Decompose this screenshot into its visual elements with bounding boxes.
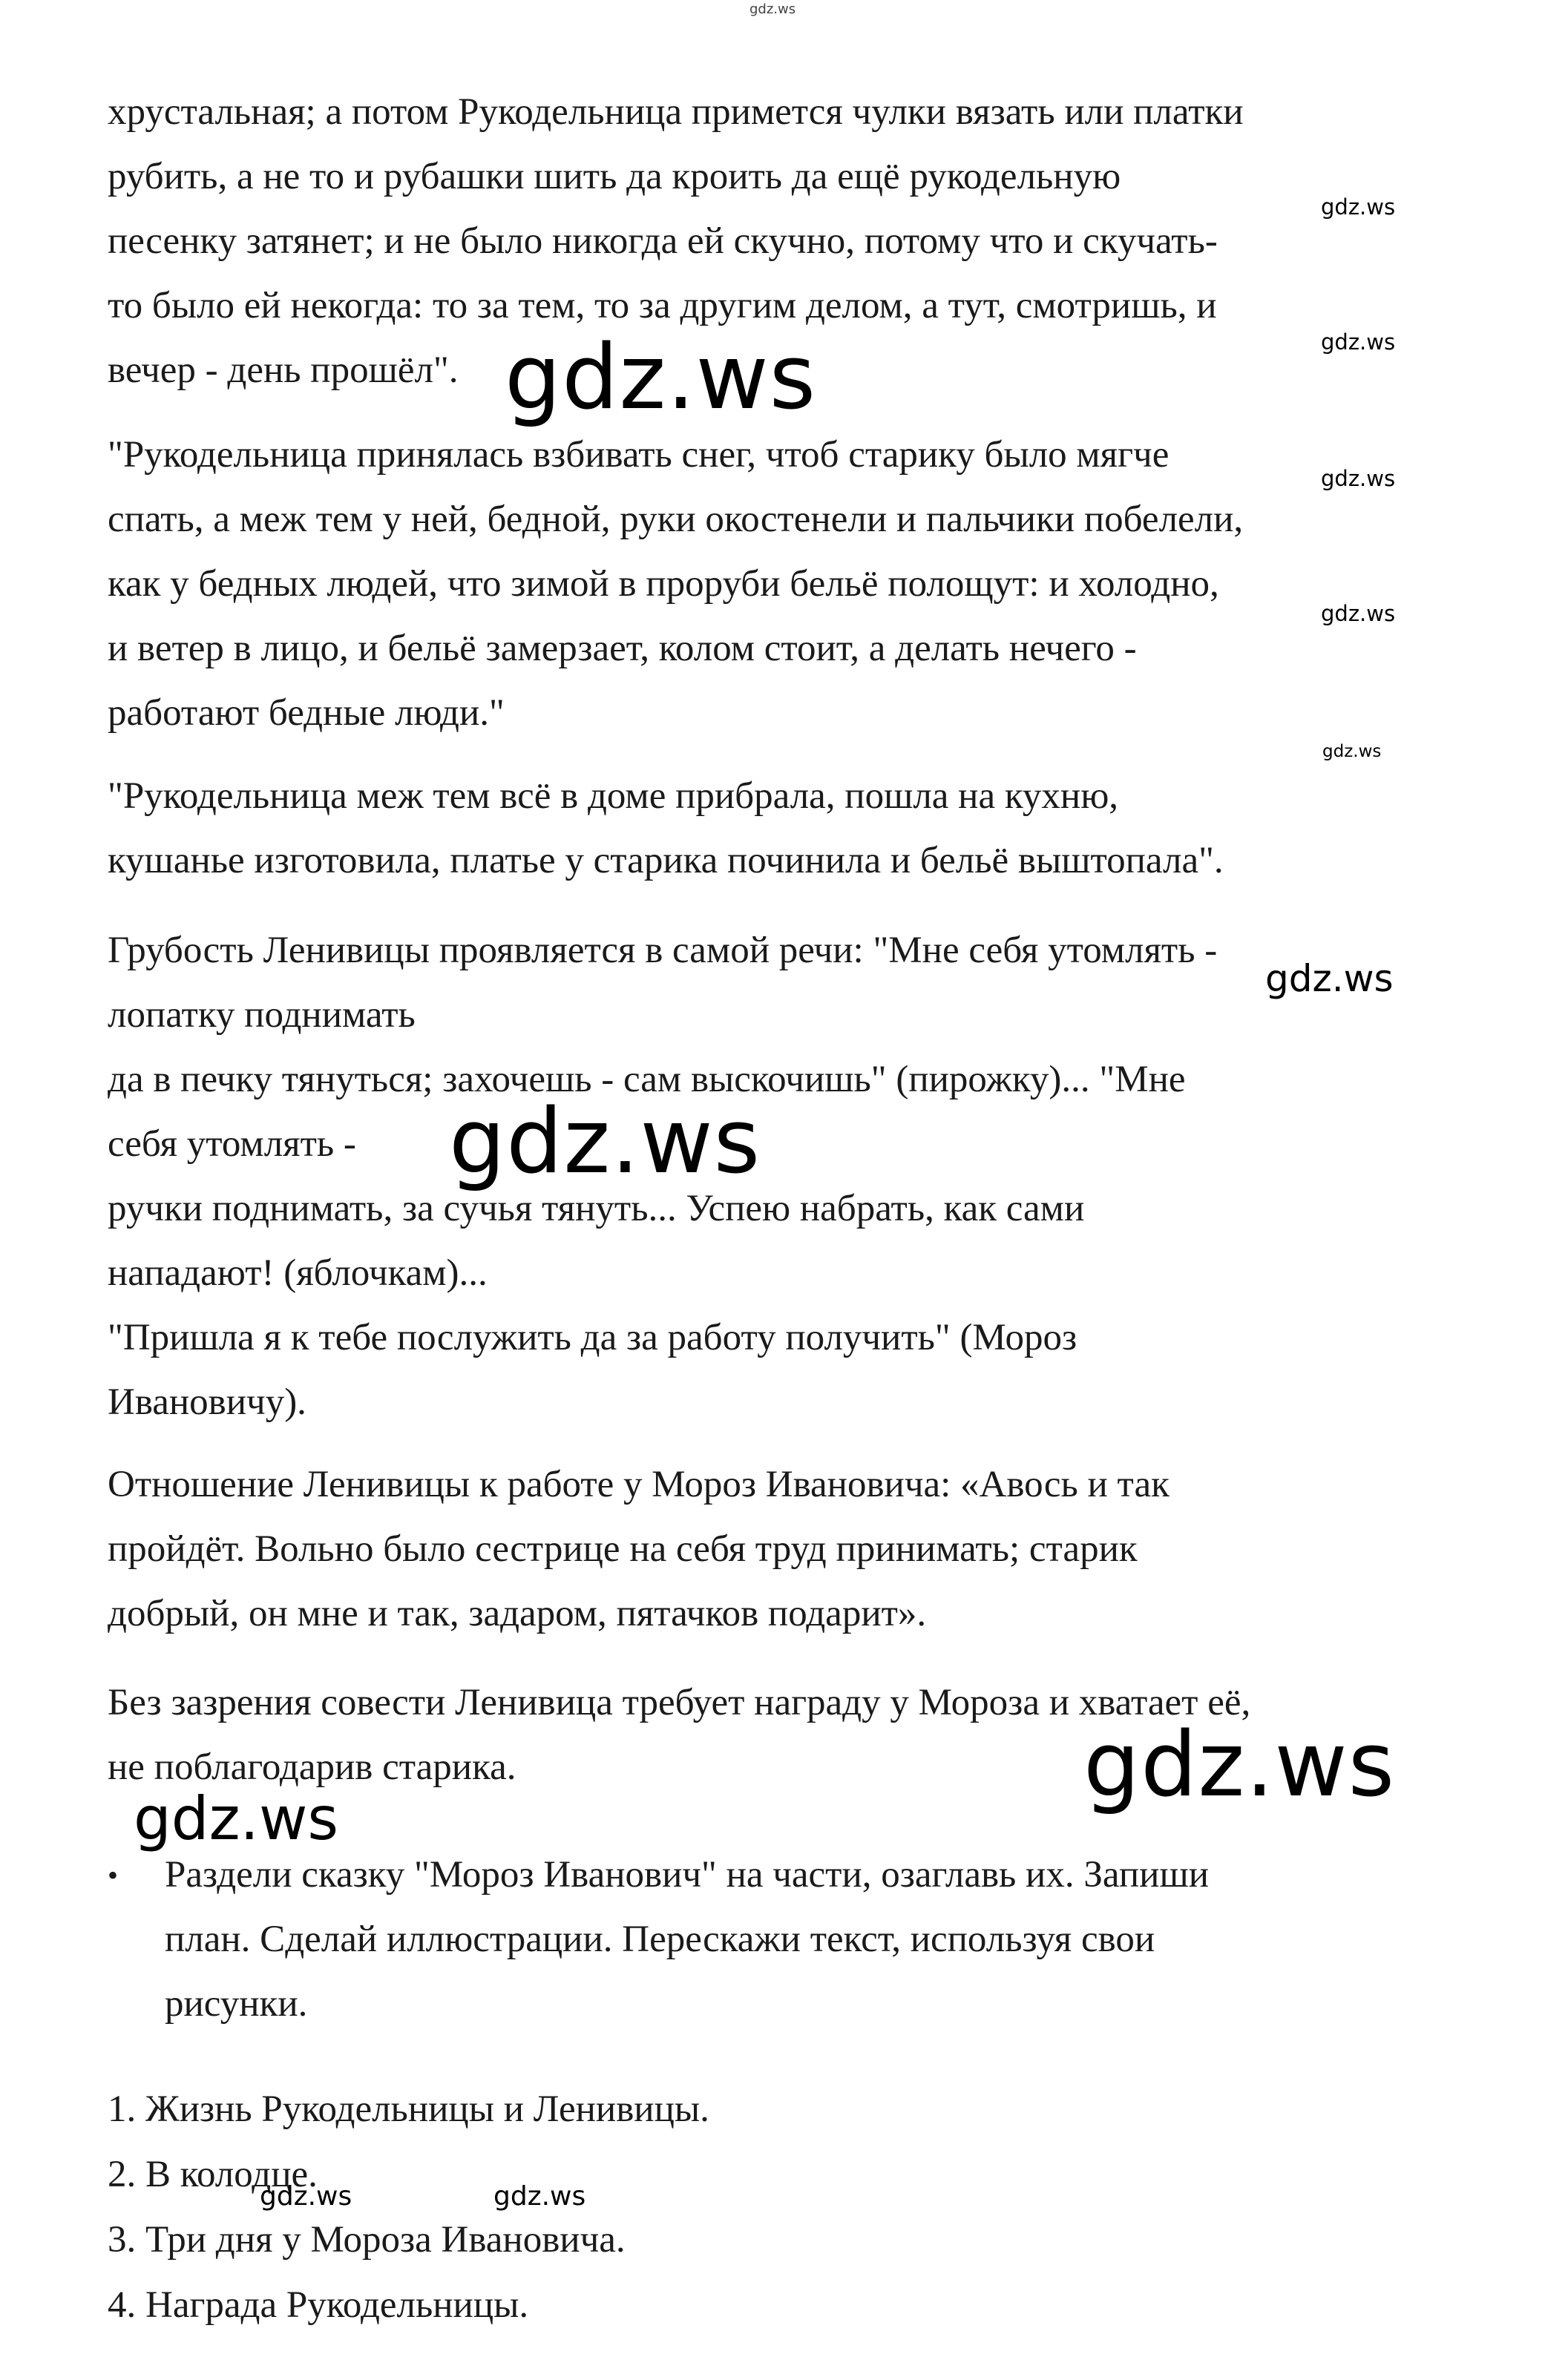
plan-item-2: 2. В колодце.	[108, 2154, 318, 2195]
bullet-dot: •	[108, 1858, 119, 1892]
text-line: Грубость Ленивицы проявляется в самой речи: "Мне себя утомлять -	[108, 930, 1218, 971]
watermark-small: gdz.ws	[1321, 329, 1396, 355]
text-line: хрустальная; а потом Рукодельница примется чулки вязать или платки	[108, 91, 1244, 133]
watermark-small: gdz.ws	[1321, 466, 1396, 491]
text-line: песенку затянет; и не было никогда ей скучно, потому что и скучать-	[108, 220, 1218, 262]
text-line: рубить, а не то и рубашки шить да кроить да ещё рукодельную	[108, 156, 1121, 197]
watermark-large: gdz.ws	[449, 1091, 761, 1194]
watermark-small: gdz.ws	[260, 2181, 352, 2212]
text-line: себя утомлять -	[108, 1123, 356, 1165]
text-line: работают бедные люди."	[108, 692, 505, 734]
text-line: "Рукодельница меж тем всё в доме прибрала, пошла на кухню,	[108, 775, 1119, 817]
watermark-medium: gdz.ws	[1265, 957, 1394, 1000]
text-line: "Пришла я к тебе послужить да за работу получить" (Мороз	[108, 1317, 1077, 1358]
text-line: Отношение Ленивицы к работе у Мороз Ивановича: «Авось и так	[108, 1464, 1170, 1505]
text-line: Ивановичу).	[108, 1381, 306, 1423]
watermark-top: gdz.ws	[749, 1, 796, 17]
text-line: кушанье изготовила, платье у старика починила и бельё выштопала".	[108, 840, 1224, 881]
text-line: пройдёт. Вольно было сестрице на себя труд принимать; старик	[108, 1528, 1138, 1570]
watermark-large: gdz.ws	[505, 326, 817, 430]
text-line: вечер - день прошёл".	[108, 349, 459, 391]
watermark-small: gdz.ws	[1322, 742, 1382, 761]
paragraph-5	[108, 1453, 1443, 1646]
paragraph-3	[108, 764, 1443, 893]
text-line: лопатку поднимать	[108, 994, 416, 1036]
text-line: то было ей некогда: то за тем, то за другим делом, а тут, смотришь, и	[108, 285, 1217, 326]
text-line: добрый, он мне и так, задаром, пятачков подарит».	[108, 1593, 927, 1634]
plan-item-3: 3. Три дня у Мороза Ивановича.	[108, 2219, 626, 2261]
paragraph-2	[108, 423, 1443, 746]
text-line: как у бедных людей, что зимой в проруби бельё полощут: и холодно,	[108, 563, 1219, 605]
text-line: не поблагодарив старика.	[108, 1746, 516, 1788]
plan-item-1: 1. Жизнь Рукодельницы и Ленивицы.	[108, 2088, 709, 2130]
plan-item-4: 4. Награда Рукодельницы.	[108, 2284, 529, 2326]
text-line: Без зазрения совести Ленивица требует награду у Мороза и хватает её,	[108, 1682, 1251, 1723]
text-line: ручки поднимать, за сучья тянуть... Успею набрать, как сами	[108, 1188, 1085, 1229]
watermark-small: gdz.ws	[493, 2181, 586, 2212]
watermark-large: gdz.ws	[1083, 1714, 1396, 1817]
watermark-small: gdz.ws	[1321, 194, 1396, 220]
text-line: нападают! (яблочкам)...	[108, 1252, 488, 1294]
text-line: рисунки.	[165, 1983, 308, 2025]
text-line: "Рукодельница принялась взбивать снег, чтоб старику было мягче	[108, 434, 1170, 476]
paragraph-4	[108, 918, 1443, 1435]
text-line: план. Сделай иллюстрации. Перескажи текст, используя свои	[165, 1919, 1155, 1960]
task-bullet	[165, 1843, 1209, 2037]
watermark-medium: gdz.ws	[134, 1784, 339, 1853]
watermark-small: gdz.ws	[1321, 601, 1396, 626]
text-line: спать, а меж тем у ней, бедной, руки окостенели и пальчики побелели,	[108, 499, 1244, 540]
text-line: Раздели сказку "Мороз Иванович" на части, озаглавь их. Запиши	[165, 1854, 1210, 1896]
text-line: да в печку тянуться; захочешь - сам выскочишь" (пирожку)... "Мне	[108, 1059, 1186, 1100]
text-line: и ветер в лицо, и бельё замерзает, колом стоит, а делать нечего -	[108, 628, 1137, 669]
